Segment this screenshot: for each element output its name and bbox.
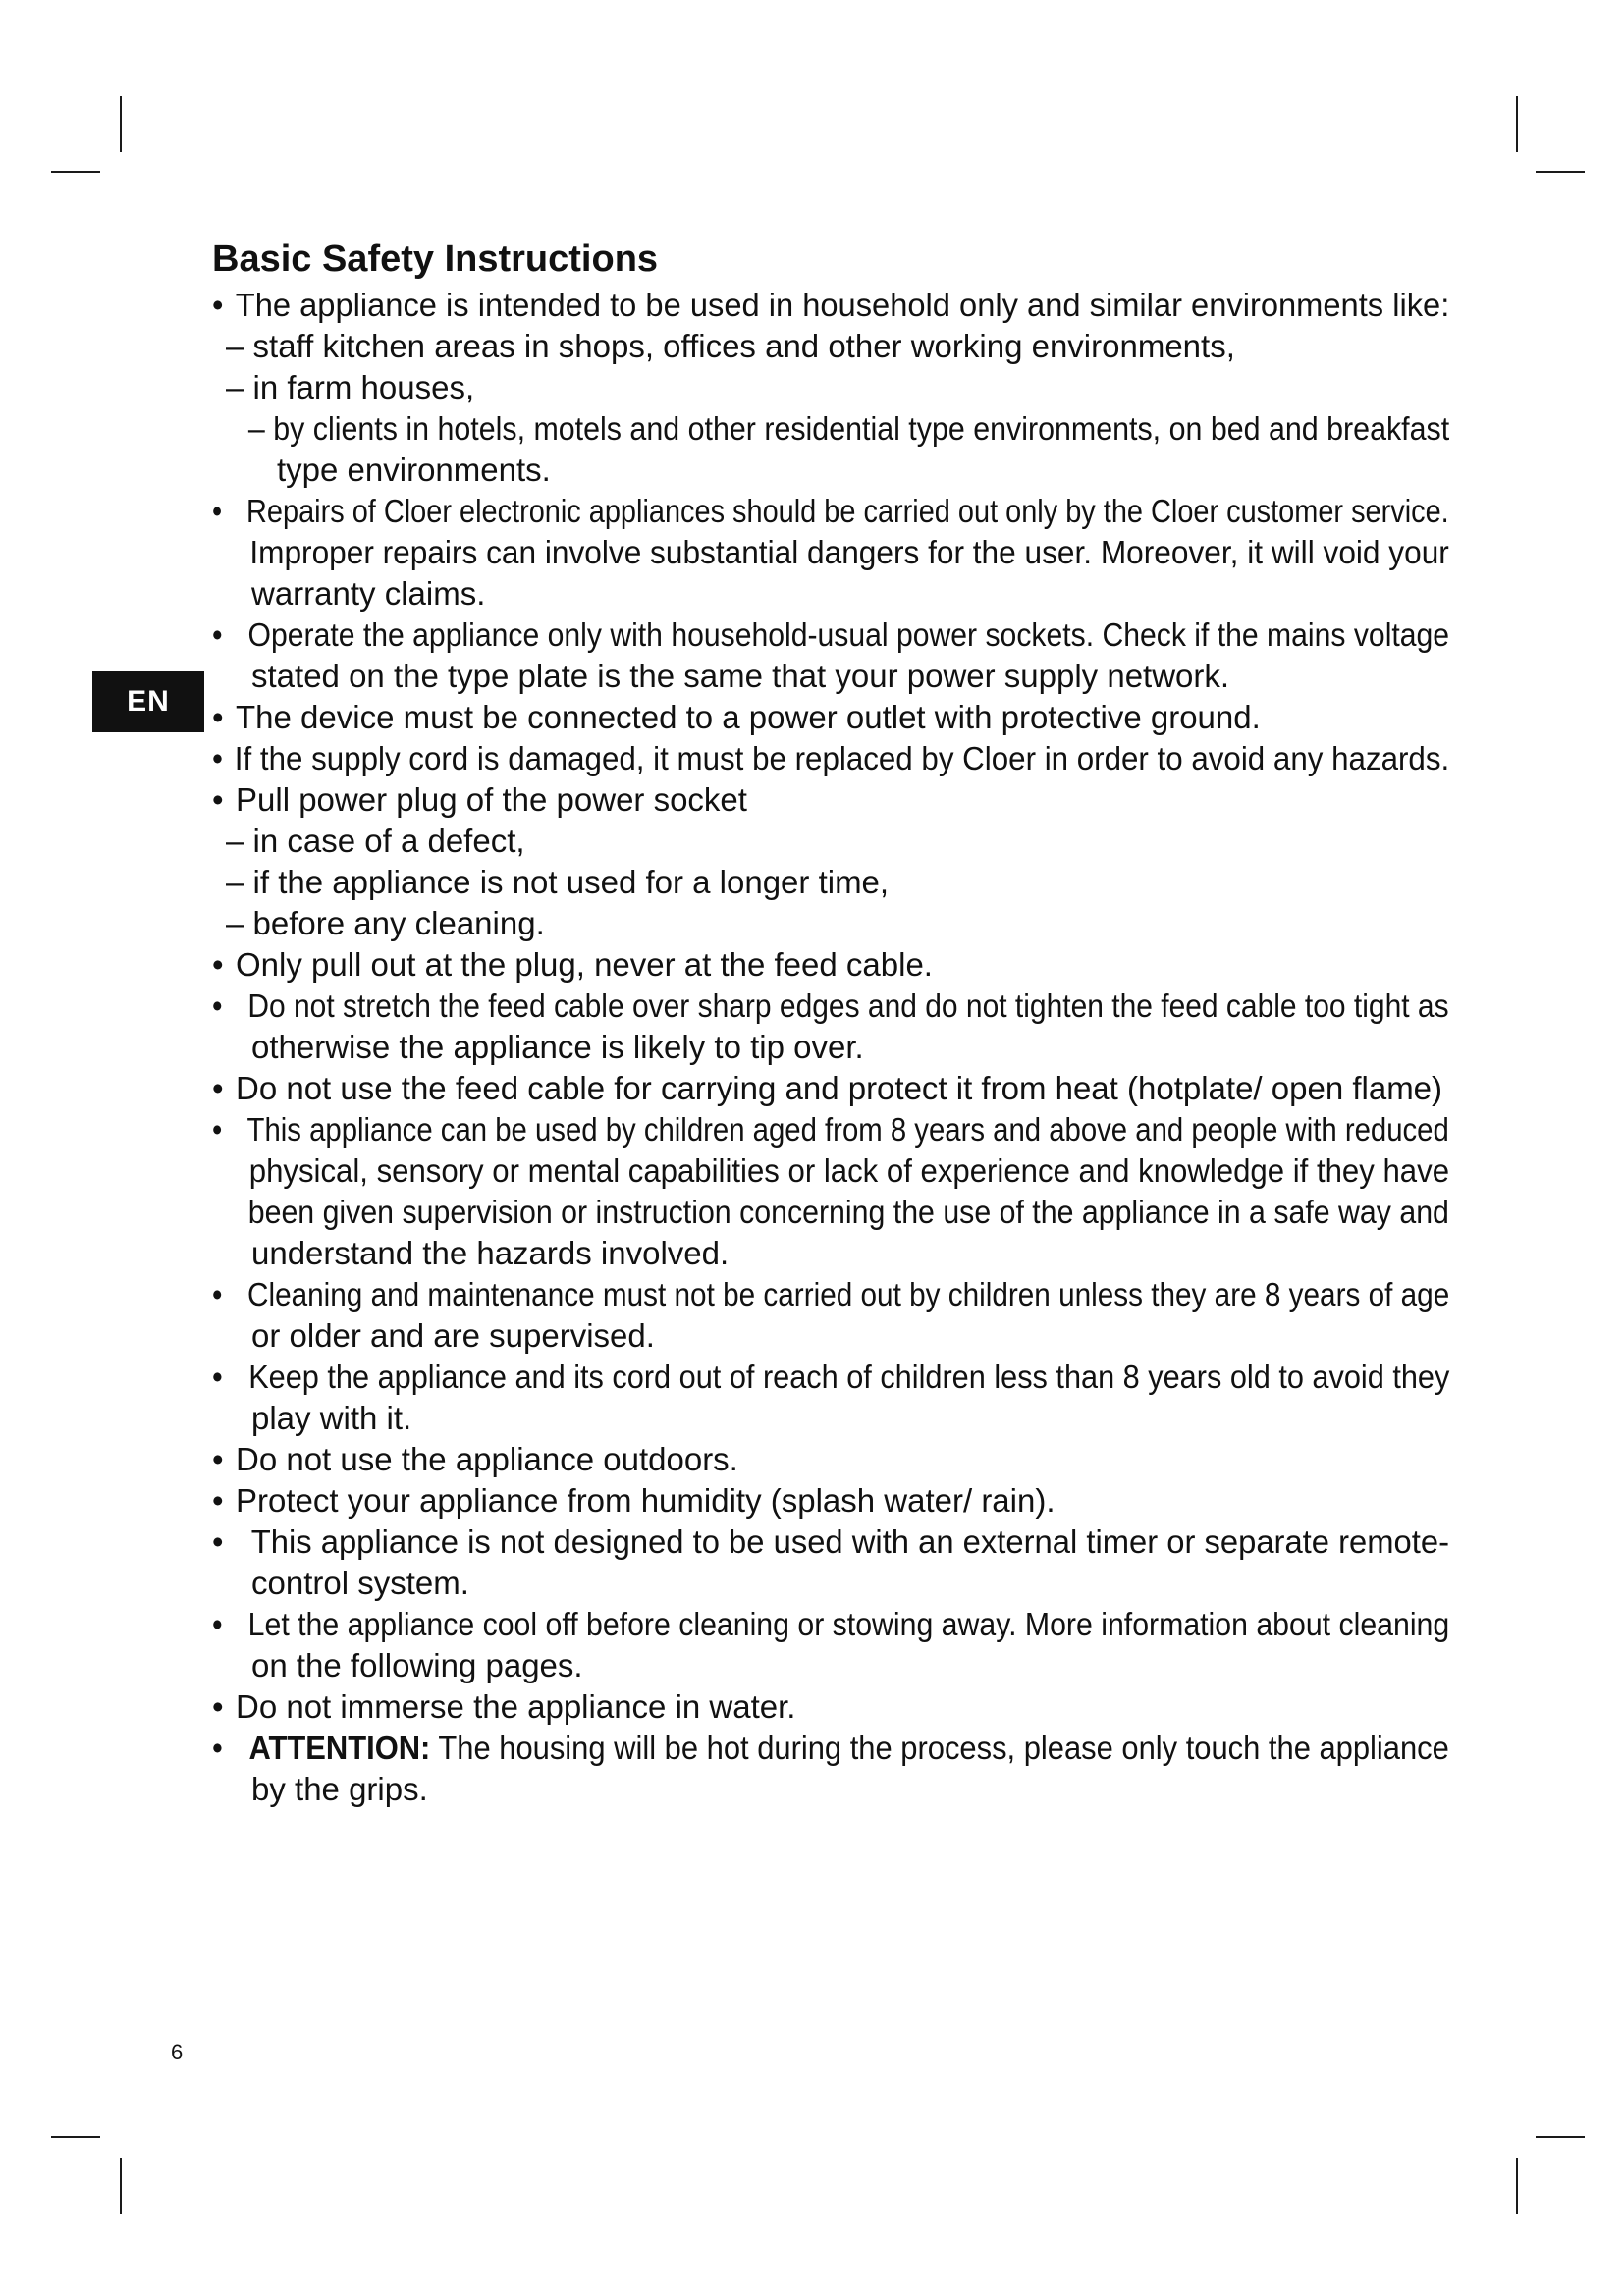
- item-text-continuation: play with it.: [251, 1400, 412, 1436]
- item-text: in case of a defect,: [252, 823, 525, 859]
- attention-label: ATTENTION:: [248, 1730, 431, 1766]
- bullet-item: [212, 738, 1449, 779]
- bullet-item: [212, 1728, 1449, 1810]
- bullet-marker: •: [212, 616, 223, 653]
- bullet-item: [212, 1604, 1449, 1686]
- dash-marker: –: [226, 369, 244, 405]
- text-line: [212, 1109, 1449, 1150]
- bullet-item: [212, 1522, 1449, 1604]
- text-line: [212, 1233, 1449, 1274]
- dash-marker: –: [247, 410, 265, 447]
- bullet-item: [212, 1357, 1449, 1439]
- text-line: [212, 1068, 1449, 1109]
- bullet-marker: •: [212, 699, 224, 735]
- item-text: Do not stretch the feed cable over sharp edges and do not tighten the feed cable too tight as: [247, 988, 1449, 1024]
- item-text-continuation: on the following pages.: [251, 1647, 583, 1683]
- bullet-item: [212, 614, 1449, 697]
- item-text: If the supply cord is damaged, it must be replaced by Cloer in order to avoid any hazards.: [234, 740, 1450, 776]
- text-line: [212, 862, 1449, 903]
- text-line: [212, 821, 1449, 862]
- item-text: This appliance can be used by children aged from 8 years and above and people with reduced: [246, 1111, 1449, 1148]
- item-text-continuation: otherwise the appliance is likely to tip over.: [251, 1029, 864, 1065]
- crop-mark-top-right-horizontal: [1536, 171, 1585, 173]
- item-text: The device must be connected to a power outlet with protective ground.: [236, 699, 1261, 735]
- bullet-marker: •: [212, 740, 223, 776]
- text-line: [212, 614, 1450, 656]
- bullet-item: [212, 1439, 1449, 1480]
- text-line: [212, 1192, 1449, 1233]
- bullet-marker: •: [212, 1070, 224, 1106]
- item-text: Operate the appliance only with household-usual power sockets. Check if the mains voltage: [247, 616, 1450, 653]
- text-line: [212, 1645, 1449, 1686]
- text-line: [212, 285, 1450, 326]
- text-line: [212, 986, 1449, 1027]
- bullet-item: [212, 1480, 1449, 1522]
- item-text: Do not use the feed cable for carrying and protect it from heat (hotplate/ open flame): [236, 1070, 1443, 1106]
- item-text: Keep the appliance and its cord out of reach of children less than 8 years old to avoid they: [248, 1359, 1450, 1395]
- item-text-continuation: control system.: [251, 1565, 469, 1601]
- text-line: [212, 1398, 1449, 1439]
- item-text: The appliance is intended to be used in household only and similar environments like:: [235, 287, 1450, 323]
- sub-item: [212, 326, 1449, 367]
- dash-marker: –: [226, 823, 244, 859]
- text-line: [212, 1150, 1450, 1192]
- text-line: [212, 1604, 1450, 1645]
- bullet-marker: •: [212, 946, 224, 983]
- bullet-marker: •: [212, 1359, 223, 1395]
- text-line: [212, 903, 1449, 944]
- sub-item: [212, 408, 1449, 491]
- item-text: if the appliance is not used for a longer time,: [252, 864, 890, 900]
- bullet-item: [212, 1274, 1449, 1357]
- text-line: [212, 1769, 1449, 1810]
- bullet-item: [212, 491, 1449, 614]
- item-text: Protect your appliance from humidity (splash water/ rain).: [236, 1482, 1056, 1519]
- item-text: staff kitchen areas in shops, offices and other working environments,: [252, 328, 1235, 364]
- bullet-marker: •: [212, 1482, 224, 1519]
- text-line: [212, 656, 1449, 697]
- bullet-item: [212, 1686, 1449, 1728]
- item-text: Repairs of Cloer electronic appliances should be carried out only by the Cloer customer service.: [246, 493, 1449, 529]
- bullet-item: [212, 697, 1449, 738]
- bullet-marker: •: [212, 1688, 224, 1725]
- bullet-marker: •: [212, 1730, 223, 1766]
- item-text: Pull power plug of the power socket: [236, 781, 747, 818]
- item-text: before any cleaning.: [252, 905, 545, 941]
- text-line: [212, 1315, 1449, 1357]
- item-text: by clients in hotels, motels and other residential type environments, on bed and breakfast: [273, 410, 1450, 447]
- sub-item: [212, 862, 1449, 903]
- bullet-marker: •: [212, 287, 224, 323]
- sub-item: [212, 903, 1449, 944]
- item-text-continuation: or older and are supervised.: [251, 1317, 655, 1354]
- item-text: Only pull out at the plug, never at the feed cable.: [236, 946, 933, 983]
- bullet-marker: •: [212, 1111, 223, 1148]
- text-line: [212, 1027, 1449, 1068]
- text-line: [212, 326, 1449, 367]
- bullet-item: [212, 1109, 1449, 1274]
- instruction-list: [212, 285, 1449, 1810]
- bullet-marker: •: [212, 988, 223, 1024]
- language-tab: EN: [92, 671, 204, 732]
- safety-instructions-section: [212, 236, 1449, 1810]
- item-text-continuation: understand the hazards involved.: [251, 1235, 730, 1271]
- crop-mark-top-right-vertical: [1516, 96, 1518, 152]
- item-text-continuation: type environments.: [277, 452, 551, 488]
- crop-mark-bottom-left-vertical: [120, 2158, 122, 2214]
- bullet-item: [212, 1068, 1449, 1109]
- crop-mark-bottom-right-vertical: [1516, 2158, 1518, 2214]
- item-text: Cleaning and maintenance must not be carried out by children unless they are 8 years of age: [247, 1276, 1450, 1312]
- item-text-continuation: physical, sensory or mental capabilities or lack of experience and knowledge if they have: [248, 1152, 1450, 1189]
- text-line: [212, 367, 1449, 408]
- sub-item: [212, 821, 1449, 862]
- item-text: This appliance is not designed to be used with an external timer or separate remote-: [250, 1523, 1450, 1560]
- crop-mark-top-left-vertical: [120, 96, 122, 152]
- text-line: [212, 450, 1449, 491]
- crop-mark-bottom-left-horizontal: [51, 2136, 100, 2138]
- dash-marker: –: [226, 328, 244, 364]
- bullet-item: [212, 779, 1449, 821]
- item-text: Do not use the appliance outdoors.: [236, 1441, 738, 1477]
- bullet-marker: •: [212, 781, 224, 818]
- bullet-marker: •: [212, 1441, 224, 1477]
- text-line: [212, 1357, 1450, 1398]
- text-line: [212, 532, 1449, 573]
- dash-marker: –: [226, 864, 244, 900]
- text-line: [212, 779, 1449, 821]
- bullet-marker: •: [212, 493, 223, 529]
- text-line: [212, 491, 1449, 532]
- text-line: [212, 1686, 1449, 1728]
- item-text: Do not immerse the appliance in water.: [236, 1688, 796, 1725]
- text-line: [212, 408, 1450, 450]
- dash-marker: –: [226, 905, 244, 941]
- crop-mark-top-left-horizontal: [51, 171, 100, 173]
- text-line: [212, 1728, 1449, 1769]
- item-text-continuation: stated on the type plate is the same that your power supply network.: [251, 658, 1230, 694]
- text-line: [212, 1480, 1449, 1522]
- sub-item: [212, 367, 1449, 408]
- text-line: [212, 1522, 1450, 1563]
- text-line: [212, 1563, 1449, 1604]
- text-line: [212, 1274, 1450, 1315]
- bullet-marker: •: [212, 1276, 223, 1312]
- text-line: [212, 1439, 1449, 1480]
- item-text-continuation: Improper repairs can involve substantial dangers for the user. Moreover, it will void your: [249, 534, 1449, 570]
- item-text-continuation: warranty claims.: [251, 575, 486, 612]
- text-line: [212, 944, 1449, 986]
- item-text: Let the appliance cool off before cleaning or stowing away. More information about cleaning: [247, 1606, 1450, 1642]
- item-text-continuation: been given supervision or instruction concerning the use of the appliance in a safe way and: [247, 1194, 1449, 1230]
- bullet-item: [212, 986, 1449, 1068]
- text-line: [212, 738, 1450, 779]
- text-line: [212, 573, 1449, 614]
- item-text-continuation: by the grips.: [251, 1771, 428, 1807]
- item-text: The housing will be hot during the process, please only touch the appliance: [438, 1730, 1449, 1766]
- section-title: Basic Safety Instructions: [212, 239, 659, 280]
- item-text: in farm houses,: [252, 369, 475, 405]
- bullet-marker: •: [212, 1523, 224, 1560]
- bullet-marker: •: [212, 1606, 223, 1642]
- crop-mark-bottom-right-horizontal: [1536, 2136, 1585, 2138]
- text-line: [212, 697, 1449, 738]
- bullet-item: [212, 944, 1449, 986]
- page-number: 6: [171, 2040, 184, 2064]
- bullet-item: [212, 285, 1449, 326]
